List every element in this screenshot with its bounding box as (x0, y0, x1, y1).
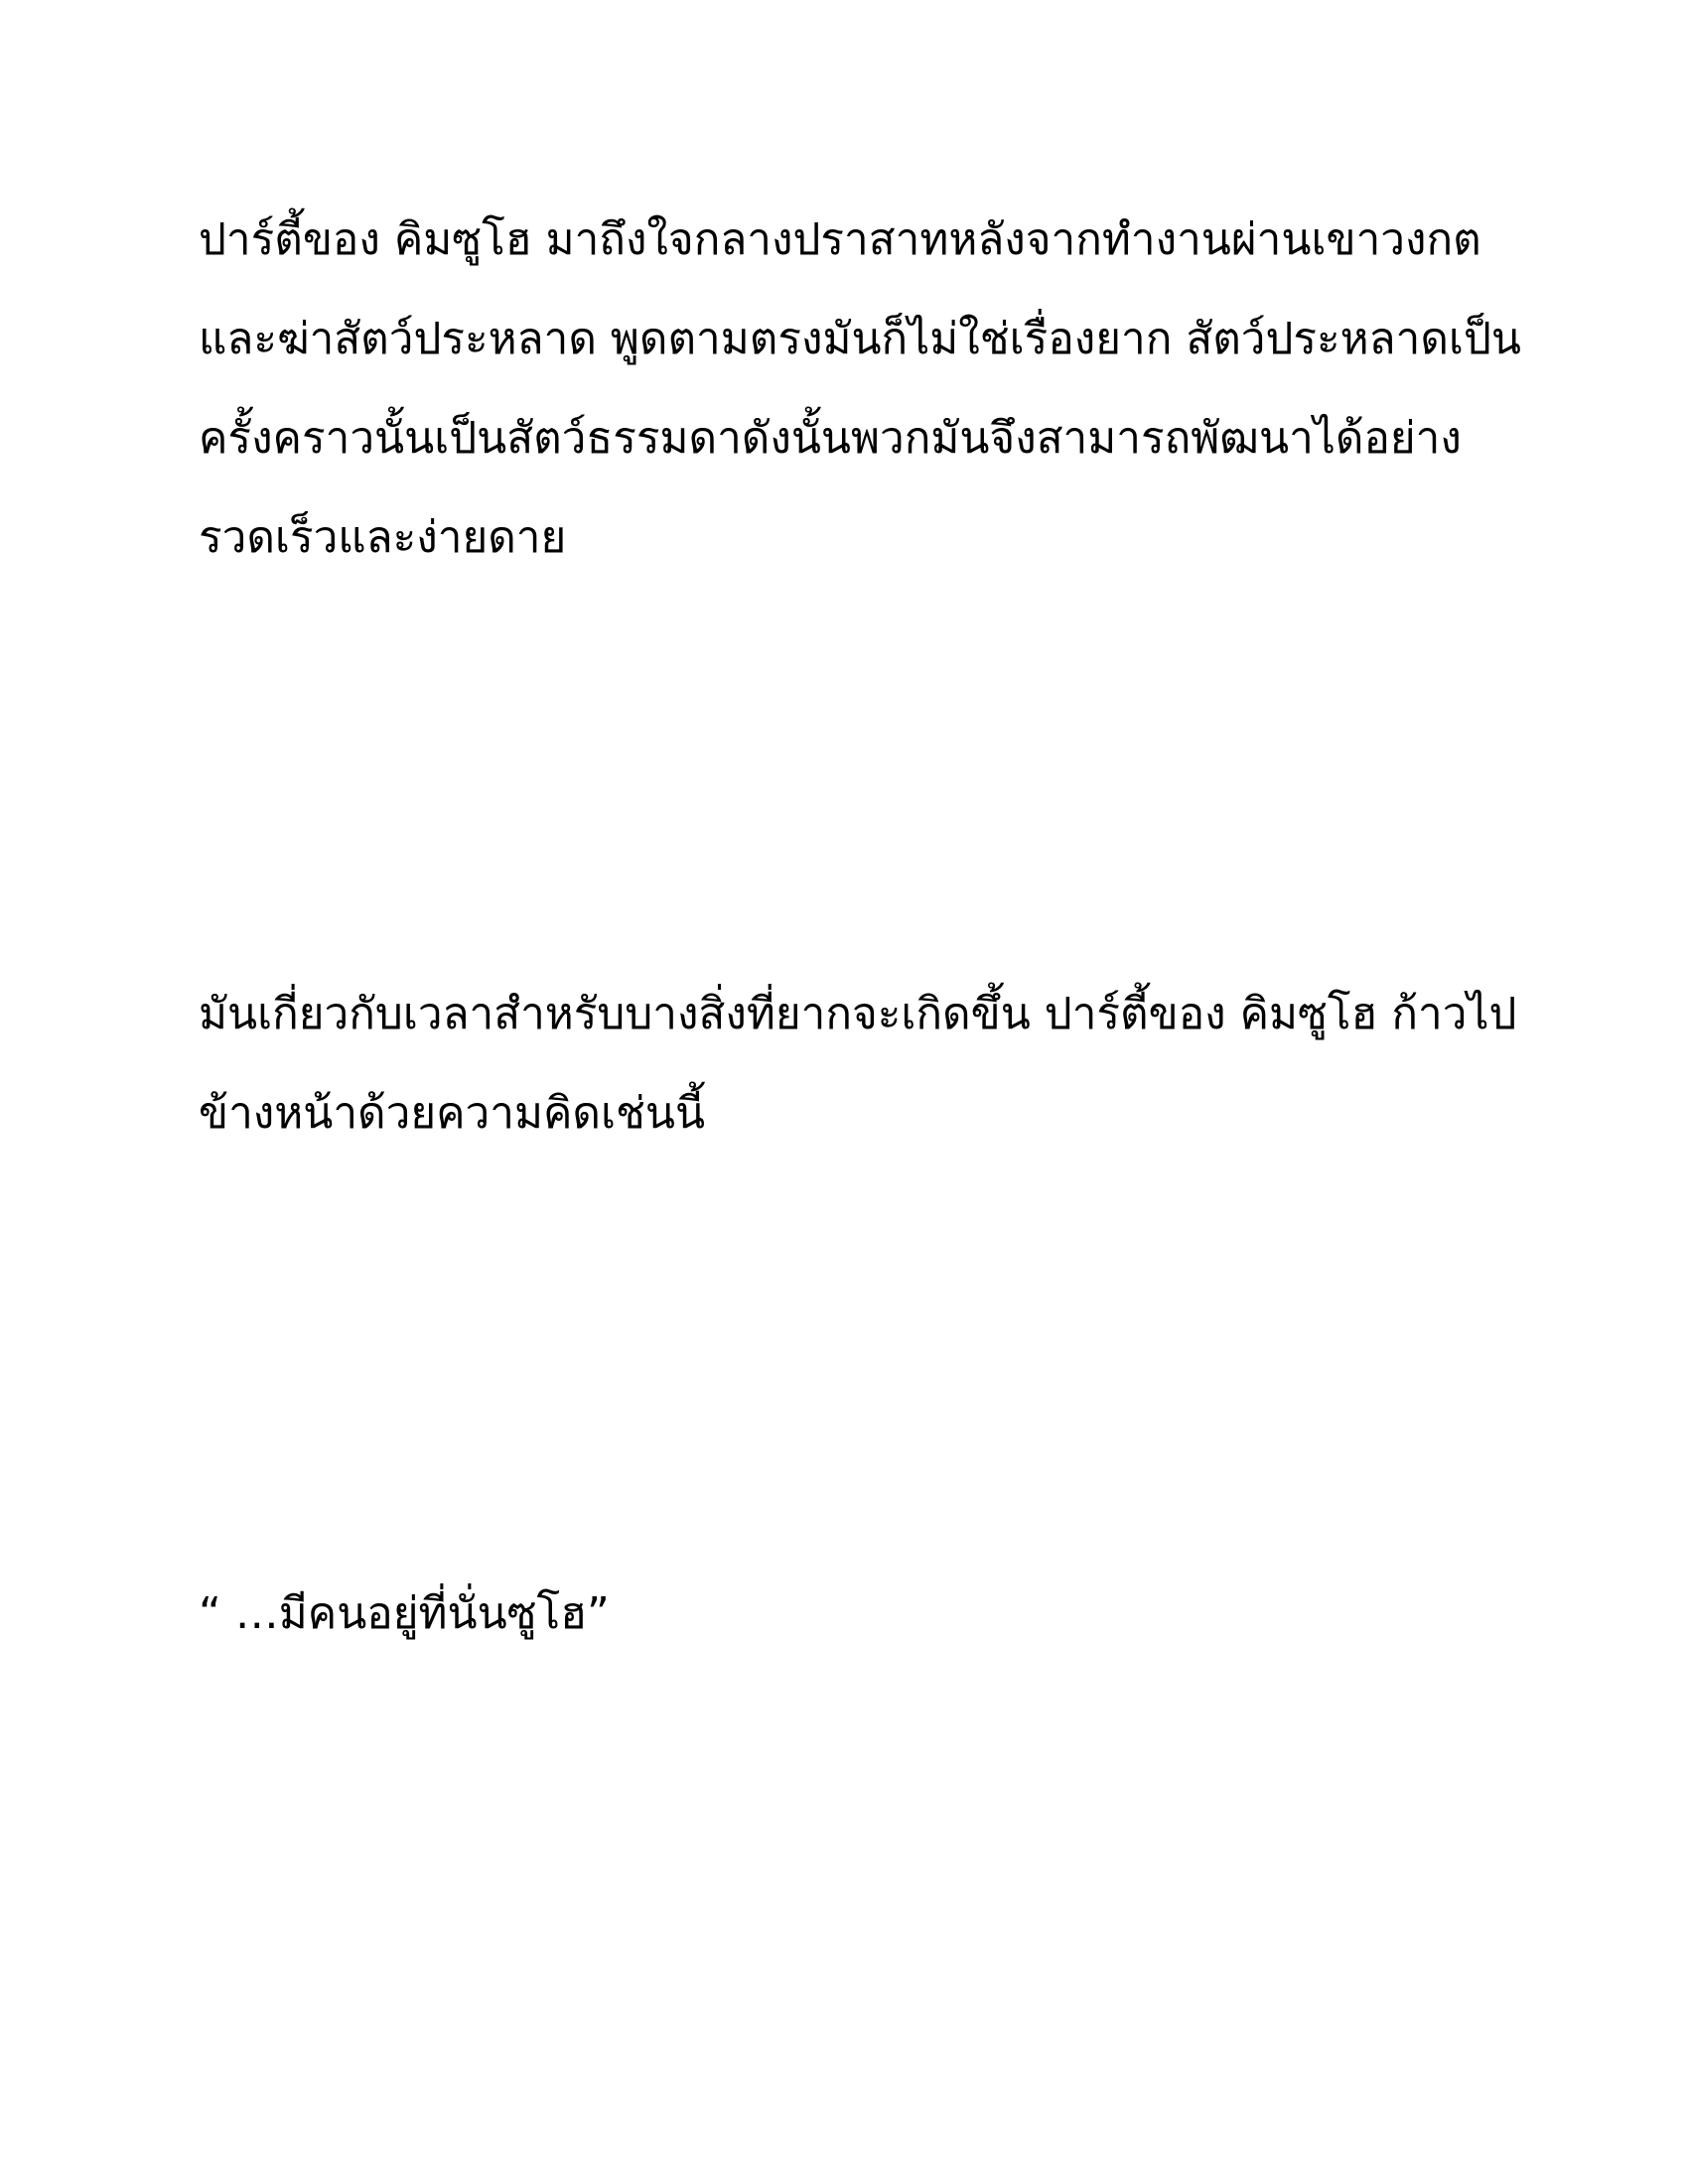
dialogue-line: “ …มีคนอยู่ที่นั่นซูโฮ” (199, 1588, 610, 1639)
paragraph-line: ปาร์ตี้ของ คิมซูโฮ มาถึงใจกลางปราสาทหลังจากทำงานผ่านเขาวงกต (199, 214, 1481, 265)
paragraph-line: ครั้งคราวนั้นเป็นสัตว์ธรรมดาดังนั้นพวกมันจึงสามารถพัฒนาได้อย่าง (199, 413, 1462, 464)
paragraph-line: และฆ่าสัตว์ประหลาด พูดตามตรงมันก็ไม่ใช่เรื่องยาก สัตว์ประหลาดเป็น (199, 314, 1521, 364)
paragraph-line: รวดเร็วและง่ายดาย (199, 512, 567, 563)
paragraph-line: มันเกี่ยวกับเวลาสำหรับบางสิ่งที่ยากจะเกิดขึ้น ปาร์ตี้ของ คิมซูโฮ ก้าวไป (199, 989, 1517, 1039)
paragraph-line: ข้างหน้าด้วยความคิดเช่นนี้ (199, 1088, 706, 1139)
